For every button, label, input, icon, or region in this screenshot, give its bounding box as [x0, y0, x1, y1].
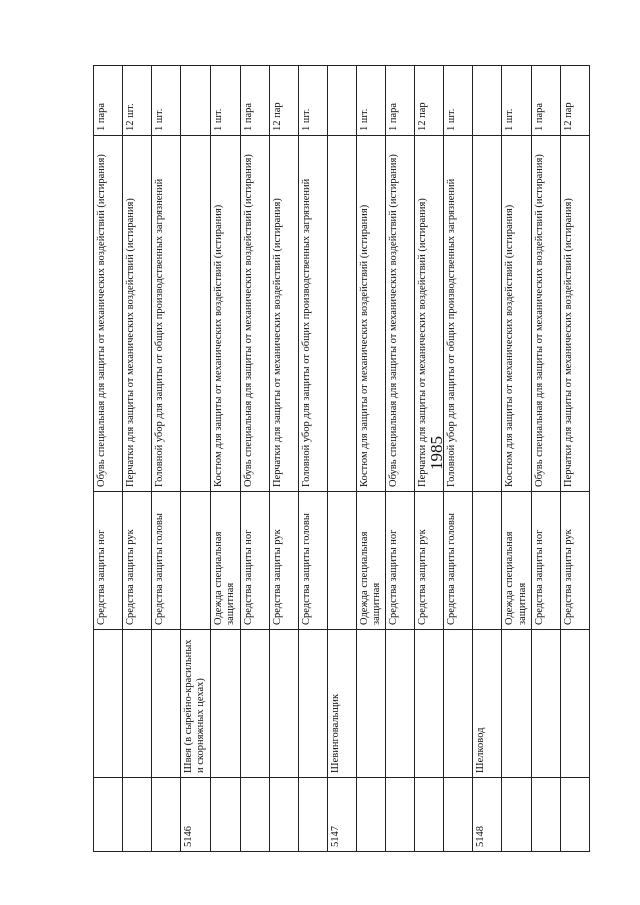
ppe-item-cell: Костюм для защиты от механических воздействий (истирания) [356, 136, 386, 492]
issue-norm-cell [327, 66, 356, 136]
issue-norm-cell: 1 шт. [152, 66, 181, 136]
issue-norm-cell: 12 пар [269, 66, 298, 136]
rotated-table-container [93, 66, 574, 852]
table-row [298, 66, 327, 852]
page-number: 1985 [427, 436, 446, 470]
ppe-category-cell: Средства защиты ног [94, 492, 123, 630]
profession-code-cell: 5146 [181, 778, 211, 852]
issue-norm-cell: 1 шт. [210, 66, 240, 136]
profession-name-cell [356, 630, 386, 778]
profession-code-cell [210, 778, 240, 852]
profession-code-cell: 5147 [327, 778, 356, 852]
profession-code-cell [415, 778, 444, 852]
profession-code-cell [444, 778, 473, 852]
profession-code-cell [386, 778, 415, 852]
table-row [444, 66, 473, 852]
issue-norm-cell: 1 пара [94, 66, 123, 136]
table-row [473, 66, 502, 852]
profession-name-cell [444, 630, 473, 778]
ppe-category-cell: Средства защиты рук [269, 492, 298, 630]
profession-name-cell [94, 630, 123, 778]
table-row [561, 66, 590, 852]
profession-code-cell [532, 778, 561, 852]
ppe-item-cell: Головной убор для защиты от общих производственных загрязнений [152, 136, 181, 492]
issue-norm-cell: 12 пар [415, 66, 444, 136]
ppe-item-cell: Перчатки для защиты от механических воздействий (истирания) [415, 136, 444, 492]
ppe-category-cell: Средства защиты рук [561, 492, 590, 630]
ppe-category-cell: Средства защиты ног [532, 492, 561, 630]
ppe-category-cell: Средства защиты рук [123, 492, 152, 630]
issue-norm-cell: 1 шт. [356, 66, 386, 136]
ppe-item-cell: Перчатки для защиты от механических воздействий (истирания) [123, 136, 152, 492]
ppe-category-cell: Средства защиты головы [152, 492, 181, 630]
ppe-category-cell: Средства защиты рук [415, 492, 444, 630]
table-row [123, 66, 152, 852]
profession-name-cell [561, 630, 590, 778]
ppe-item-cell: Головной убор для защиты от общих производственных загрязнений [298, 136, 327, 492]
profession-name-cell: Швея (в сырейно-красильных и скорняжных цехах) [181, 630, 211, 778]
ppe-item-cell: Обувь специальная для защиты от механических воздействий (истирания) [532, 136, 561, 492]
issue-norm-cell: 1 шт. [298, 66, 327, 136]
table-row [502, 66, 532, 852]
issue-norm-cell [181, 66, 211, 136]
ppe-category-cell: Средства защиты ног [240, 492, 269, 630]
table-row [532, 66, 561, 852]
profession-name-cell [240, 630, 269, 778]
profession-name-cell [502, 630, 532, 778]
profession-name-cell [269, 630, 298, 778]
profession-name-cell: Шелковод [473, 630, 502, 778]
ppe-item-cell [473, 136, 502, 492]
profession-code-cell [152, 778, 181, 852]
ppe-item-cell [181, 136, 211, 492]
profession-code-cell [269, 778, 298, 852]
ppe-item-cell: Головной убор для защиты от общих производственных загрязнений [444, 136, 473, 492]
ppe-category-cell [327, 492, 356, 630]
profession-name-cell [152, 630, 181, 778]
issue-norm-cell: 12 шт. [123, 66, 152, 136]
table-row [415, 66, 444, 852]
ppe-category-cell [181, 492, 211, 630]
ppe-item-cell: Перчатки для защиты от механических воздействий (истирания) [269, 136, 298, 492]
profession-name-cell [298, 630, 327, 778]
table-row [152, 66, 181, 852]
profession-code-cell [356, 778, 386, 852]
ppe-category-cell: Средства защиты головы [444, 492, 473, 630]
issue-norm-cell: 1 шт. [444, 66, 473, 136]
ppe-item-cell: Обувь специальная для защиты от механических воздействий (истирания) [94, 136, 123, 492]
table-row [356, 66, 386, 852]
profession-name-cell [532, 630, 561, 778]
profession-name-cell: Шевинговальщик [327, 630, 356, 778]
issue-norm-cell: 1 пара [532, 66, 561, 136]
profession-code-cell: 5148 [473, 778, 502, 852]
issue-norm-cell: 1 пара [386, 66, 415, 136]
profession-name-cell [123, 630, 152, 778]
ppe-norms-table [93, 65, 590, 852]
issue-norm-cell: 1 пара [240, 66, 269, 136]
ppe-item-cell: Обувь специальная для защиты от механических воздействий (истирания) [240, 136, 269, 492]
profession-name-cell [386, 630, 415, 778]
ppe-category-cell: Одежда специальная защитная [210, 492, 240, 630]
issue-norm-cell: 12 пар [561, 66, 590, 136]
table-row [210, 66, 240, 852]
issue-norm-cell [473, 66, 502, 136]
ppe-category-cell: Одежда специальная защитная [356, 492, 386, 630]
ppe-category-cell: Одежда специальная защитная [502, 492, 532, 630]
ppe-item-cell: Перчатки для защиты от механических воздействий (истирания) [561, 136, 590, 492]
ppe-category-cell: Средства защиты ног [386, 492, 415, 630]
ppe-category-cell [473, 492, 502, 630]
profession-code-cell [240, 778, 269, 852]
profession-code-cell [94, 778, 123, 852]
profession-name-cell [415, 630, 444, 778]
profession-name-cell [210, 630, 240, 778]
profession-code-cell [298, 778, 327, 852]
ppe-item-cell [327, 136, 356, 492]
issue-norm-cell: 1 шт. [502, 66, 532, 136]
table-body [94, 66, 590, 852]
table-row [269, 66, 298, 852]
ppe-item-cell: Обувь специальная для защиты от механических воздействий (истирания) [386, 136, 415, 492]
table-row [386, 66, 415, 852]
ppe-item-cell: Костюм для защиты от механических воздействий (истирания) [210, 136, 240, 492]
table-row [327, 66, 356, 852]
table-row [181, 66, 211, 852]
ppe-category-cell: Средства защиты головы [298, 492, 327, 630]
profession-code-cell [561, 778, 590, 852]
ppe-item-cell: Костюм для защиты от механических воздействий (истирания) [502, 136, 532, 492]
profession-code-cell [123, 778, 152, 852]
profession-code-cell [502, 778, 532, 852]
table-row [94, 66, 123, 852]
table-row [240, 66, 269, 852]
